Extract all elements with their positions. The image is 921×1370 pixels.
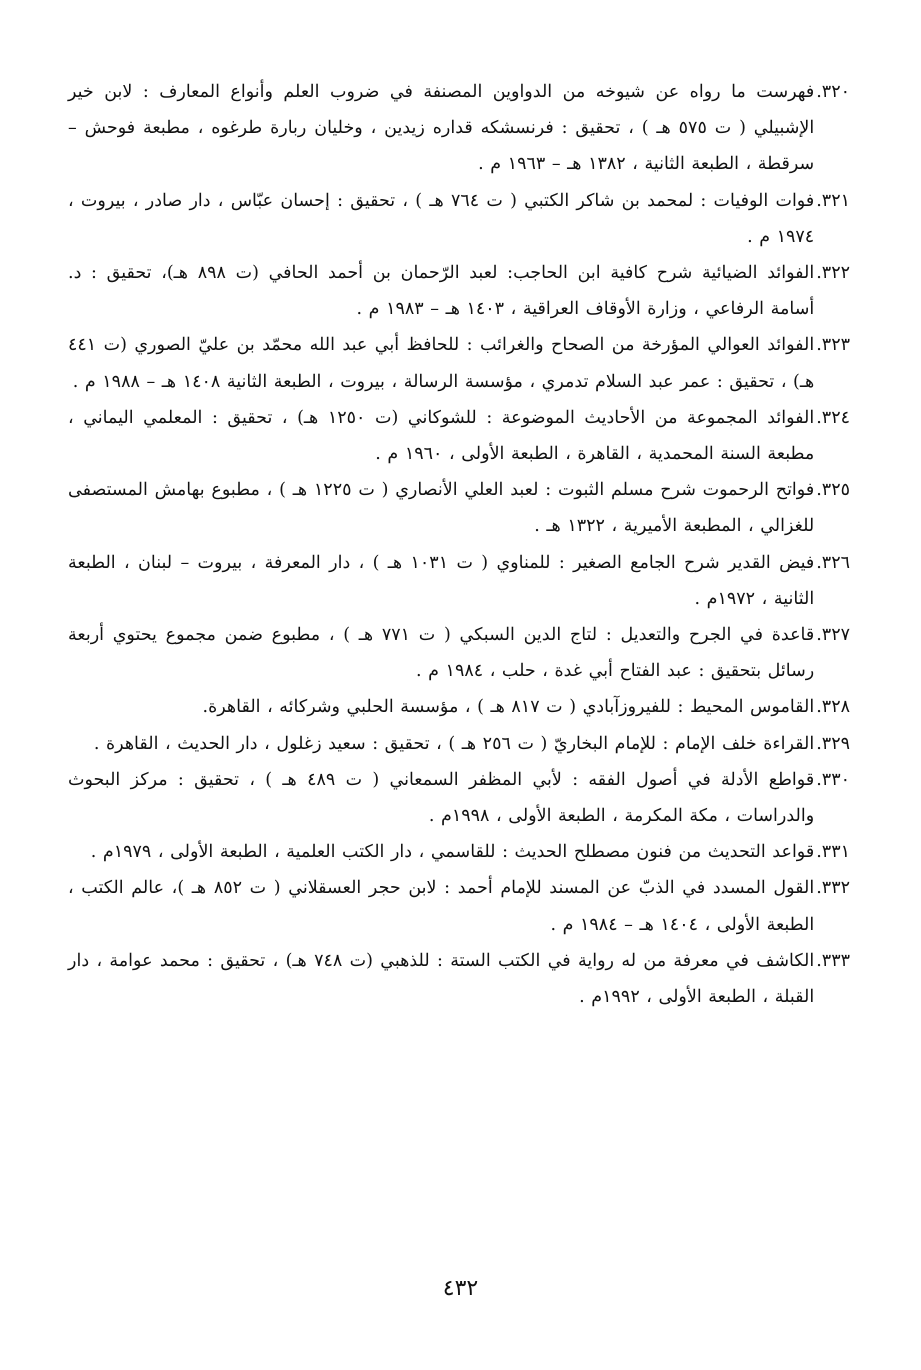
entry-number: ٣٢٨. — [816, 697, 850, 718]
entry-text: قواعد التحديث من فنون مصطلح الحديث : للقاسمي ، دار الكتب العلمية ، الطبعة الأولى ، ١٩٧٩م . — [90, 842, 815, 863]
entry-number: ٣٢٩. — [816, 733, 850, 754]
entry-number: ٣٢٣. — [816, 335, 850, 356]
entry-number: ٣٢٠. — [816, 82, 850, 102]
entry-text: القاموس المحيط : للفيروزآبادي ( ت ٨١٧ هـ ) ، مؤسسة الحلبي وشركائه ، القاهرة. — [202, 697, 815, 718]
bibliography-entry — [68, 617, 850, 689]
entry-text: قاعدة في الجرح والتعديل : لتاج الدين السبكي ( ت ٧٧١ هـ ) ، مطبوع ضمن مجموع يحتوي أربعة رسائل بتحقيق : عبد الفتاح أبي غدة ، حلب ، ١٩٨٤ م . — [68, 625, 815, 682]
bibliography-entry — [68, 545, 850, 617]
bibliography-entry — [68, 472, 850, 544]
entry-text: فيض القدير شرح الجامع الصغير : للمناوي ( ت ١٠٣١ هـ ) ، دار المعرفة ، بيروت – لبنان ، الطبعة الثانية ، ١٩٧٢م . — [68, 552, 815, 609]
entry-text: الفوائد المجموعة من الأحاديث الموضوعة : للشوكاني (ت ١٢٥٠ هـ) ، تحقيق : المعلمي اليماني ، مطبعة السنة المحمدية ، القاهرة ، الطبعة الأولى ، ١٩٦٠ م . — [68, 407, 815, 465]
bibliography-entry — [68, 762, 850, 834]
bibliography-entry — [68, 183, 850, 255]
entry-text: القراءة خلف الإمام : للإمام البخاريّ ( ت ٢٥٦ هـ ) ، تحقيق : سعيد زغلول ، دار الحديث ، القاهرة . — [93, 733, 815, 754]
entry-text: الفوائد الضيائية شرح كافية ابن الحاجب: لعبد الرّحمان بن أحمد الحافي (ت ٨٩٨ هـ)، تحقيق : د. أسامة الرفاعي ، وزارة الأوقاف العراقية ، ١٤٠٣ هـ – ١٩٨٣ م . — [68, 263, 815, 320]
entry-number: ٣٣١. — [816, 842, 850, 863]
bibliography-entry — [68, 400, 850, 472]
entry-text: قواطع الأدلة في أصول الفقه : لأبي المظفر السمعاني ( ت ٤٨٩ هـ ) ، تحقيق : مركز البحوث والدراسات ، مكة المكرمة ، الطبعة الأولى ، ١٩٩٨م . — [68, 769, 815, 827]
entry-number: ٣٢٧. — [816, 625, 850, 646]
entry-text: فوات الوفيات : لمحمد بن شاكر الكتبي ( ت ٧٦٤ هـ ) ، تحقيق : إحسان عبّاس ، دار صادر ، بيروت ، ١٩٧٤ م . — [68, 190, 815, 247]
entry-number: ٣٣٠. — [816, 769, 850, 790]
bibliography-entry — [68, 726, 850, 762]
bibliography-entry — [68, 834, 850, 870]
entry-number: ٣٢١. — [816, 190, 850, 211]
entry-text: القول المسدد في الذبّ عن المسند للإمام أحمد : لابن حجر العسقلاني ( ت ٨٥٢ هـ )، عالم الكتب ، الطبعة الأولى ، ١٤٠٤ هـ – ١٩٨٤ م . — [68, 878, 815, 935]
bibliography-entry — [68, 327, 850, 399]
page-number: ٤٣٢ — [442, 1276, 479, 1301]
entry-number: ٣٣٣. — [816, 950, 850, 971]
entry-text: الفوائد العوالي المؤرخة من الصحاح والغرائب : للحافظ أبي عبد الله محمّد بن عليّ الصوري (ت ٤٤١ هـ) ، تحقيق : عمر عبد السلام تدمري ، مؤسسة الرسالة ، بيروت ، الطبعة الثانية ١٤٠٨ هـ – ١٩٨٨ م . — [68, 335, 815, 392]
bibliography-entry — [68, 870, 850, 942]
entry-number: ٣٣٢. — [816, 878, 850, 899]
entry-number: ٣٢٦. — [816, 552, 850, 573]
entry-number: ٣٢٢. — [816, 263, 850, 284]
bibliography-entry — [68, 74, 850, 183]
entry-text: فواتح الرحموت شرح مسلم الثبوت : لعبد العلي الأنصاري ( ت ١٢٢٥ هـ ) ، مطبوع بهامش المستصفى للغزالي ، المطبعة الأميرية ، ١٣٢٢ هـ . — [68, 480, 815, 537]
entry-text: فهرست ما رواه عن شيوخه من الدواوين المصنفة في ضروب العلم وأنواع المعارف : لابن خير الإشبيلي ( ت ٥٧٥ هـ ) ، تحقيق : فرنسشكه قداره زيدين ، وخليان ربارة طرغوه ، مطبعة فوحش – سرقطة ، الطبعة الثانية ، ١٣٨٢ هـ – ١٩٦٣ م . — [68, 82, 815, 175]
bibliography-entry — [68, 255, 850, 327]
entry-number: ٣٢٤. — [816, 407, 850, 428]
bibliography-entry — [68, 689, 850, 725]
entry-number: ٣٢٥. — [816, 480, 850, 501]
bibliography-entry — [68, 943, 850, 1015]
entry-text: الكاشف في معرفة من له رواية في الكتب الستة : للذهبي (ت ٧٤٨ هـ) ، تحقيق : محمد عوامة ، دار القبلة ، الطبعة الأولى ، ١٩٩٢م . — [68, 950, 815, 1008]
bibliography-list — [68, 74, 850, 1015]
